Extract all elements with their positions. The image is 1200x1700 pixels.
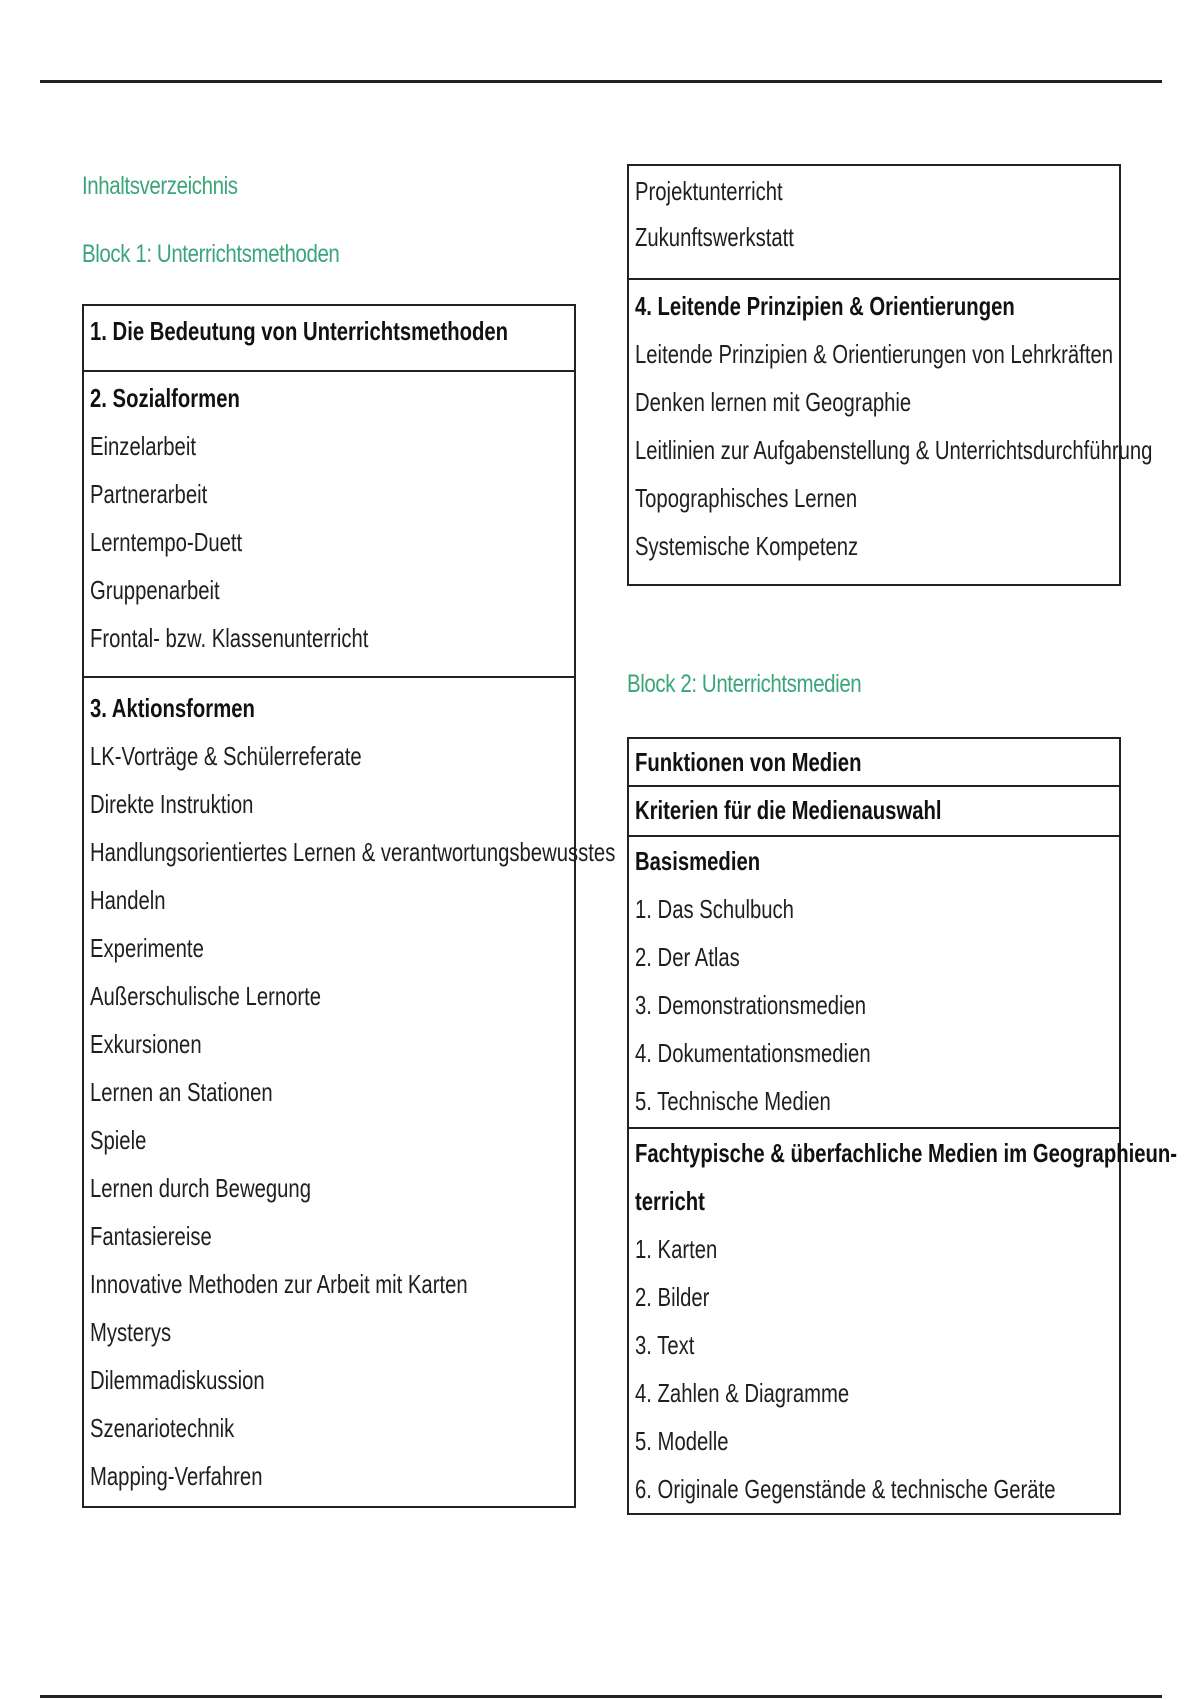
block1-right-column (627, 164, 1153, 586)
list-item: Experimente (90, 933, 204, 963)
section-3-box (82, 678, 616, 1508)
block2-title: Block 2: Unterrichtsmedien (627, 670, 862, 698)
block2-column (627, 737, 1178, 1515)
list-item: Direkte Instruktion (90, 789, 254, 819)
list-item: 1. Karten (635, 1234, 718, 1264)
list-item: Handeln (90, 885, 166, 915)
section-4-box (627, 280, 1153, 586)
list-item: Lerntempo-Duett (90, 527, 243, 557)
section-2-box (82, 372, 576, 678)
section-1-box (82, 304, 576, 372)
list-item: Szenariotechnik (90, 1413, 235, 1443)
list-item: 4. Dokumentationsmedien (635, 1038, 871, 1068)
section-4-heading: 4. Leitende Prinzipien & Orientierungen (635, 291, 1015, 321)
list-item: 1. Das Schulbuch (635, 894, 794, 924)
list-item: 5. Technische Medien (635, 1086, 831, 1116)
list-item: Partnerarbeit (90, 479, 208, 509)
list-item: Topographisches Lernen (635, 483, 858, 513)
list-item: Handlungsorientiertes Lernen & verantwortungsbewusstes (90, 837, 616, 867)
list-item: Leitlinien zur Aufgabenstellung & Unterrichtsdurchführung (635, 435, 1153, 465)
list-item: Projektunterricht (635, 176, 783, 206)
list-item: Einzelarbeit (90, 431, 196, 461)
list-item: 4. Zahlen & Diagramme (635, 1378, 850, 1408)
list-item: LK-Vorträge & Schülerreferate (90, 741, 362, 771)
list-item: Lernen an Stationen (90, 1077, 273, 1107)
list-item: Gruppenarbeit (90, 575, 220, 605)
list-item: Leitende Prinzipien & Orientierungen von Lehrkräften (635, 339, 1114, 369)
section-2-heading: 2. Sozialformen (90, 383, 240, 413)
subject-media-box (627, 1129, 1178, 1515)
list-item: Mapping-Verfahren (90, 1461, 263, 1491)
section-3-heading: 3. Aktionsformen (90, 693, 255, 723)
list-item: 5. Modelle (635, 1426, 729, 1456)
list-item: Mysterys (90, 1317, 172, 1347)
block1-left-column (82, 304, 616, 1508)
list-item: 3. Text (635, 1330, 695, 1360)
basic-media-heading: Basismedien (635, 846, 761, 876)
list-item: 3. Demonstrationsmedien (635, 990, 867, 1020)
media-criteria-box (627, 787, 1121, 837)
list-item: Spiele (90, 1125, 147, 1155)
subject-media-heading-line-2: terricht (635, 1186, 705, 1216)
top-rule (40, 80, 1162, 83)
list-item: Frontal- bzw. Klassenunterricht (90, 623, 369, 653)
bottom-rule (40, 1695, 1162, 1698)
list-item: Innovative Methoden zur Arbeit mit Karten (90, 1269, 468, 1299)
list-item: Fantasiereise (90, 1221, 212, 1251)
list-item: 6. Originale Gegenstände & technische Geräte (635, 1474, 1056, 1504)
list-item: Lernen durch Bewegung (90, 1173, 311, 1203)
list-item: 2. Der Atlas (635, 942, 740, 972)
list-item: Denken lernen mit Geographie (635, 387, 912, 417)
media-functions-box (627, 737, 1121, 787)
media-functions-heading: Funktionen von Medien (635, 747, 862, 777)
media-criteria-heading: Kriterien für die Medienauswahl (635, 795, 942, 825)
subject-media-heading-line-1: Fachtypische & überfachliche Medien im Geographieun- (635, 1138, 1178, 1168)
list-item: Außerschulische Lernorte (90, 981, 322, 1011)
list-item: Systemische Kompetenz (635, 531, 859, 561)
toc-title: Inhaltsverzeichnis (82, 172, 238, 200)
section-1-heading: 1. Die Bedeutung von Unterrichtsmethoden (90, 316, 509, 346)
section-3-continued-box (627, 164, 1121, 280)
list-item: Dilemmadiskussion (90, 1365, 265, 1395)
basic-media-box (627, 837, 1121, 1129)
block1-title: Block 1: Unterrichtsmethoden (82, 240, 340, 268)
list-item: 2. Bilder (635, 1282, 710, 1312)
list-item: Exkursionen (90, 1029, 202, 1059)
list-item: Zukunftswerkstatt (635, 222, 794, 252)
